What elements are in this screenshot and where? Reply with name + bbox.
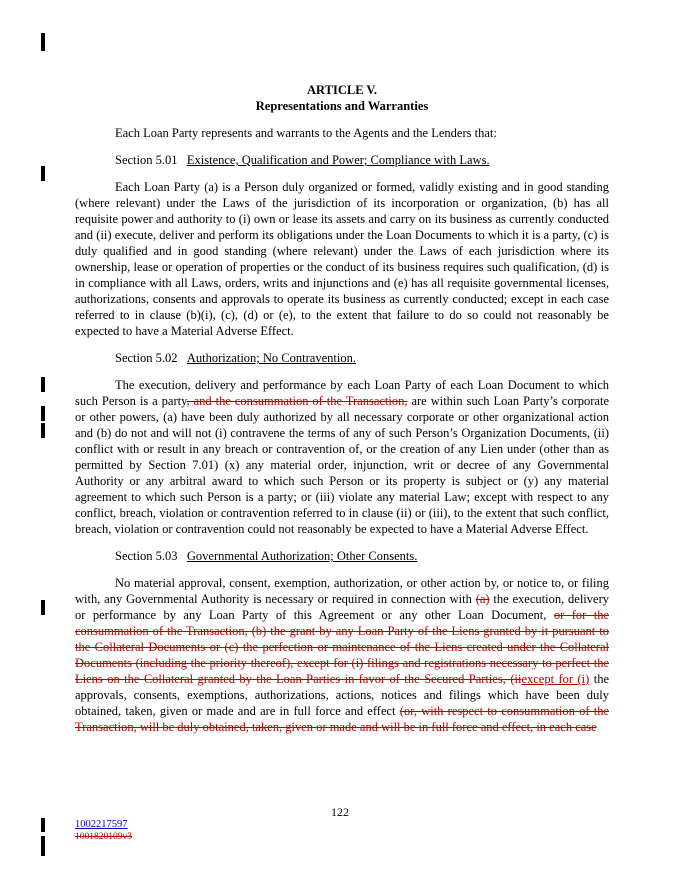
- section-5-03-heading: Section 5.03 Governmental Authorization; Other Consents.: [115, 549, 418, 563]
- change-bar: [41, 423, 45, 438]
- footer: [75, 818, 132, 844]
- page-content: [75, 82, 609, 735]
- section-5-03-body: No material approval, consent, exemption, authorization, or other action by, or notice to, or filing with, any Governmental Authority is necessary or required in connection with (a) the execution, delivery or performance by any Loan Party of this Agreement or any other Loan Document, or for the consummation of the Transaction, (b) the grant by any Loan Party of the Liens granted by it pursuant to the Collateral Documents or (c) the perfection or maintenance of the Liens created under the Collateral Documents (including the priority thereof), except for (i) filings and registrations necessary to perfect the Liens on the Collateral granted by the Loan Parties in favor of the Secured Parties, (iiexcept for (i) the approvals, consents, exemptions, authorizations, actions, notices and filings which have been duly obtained, taken, given or made and are in full force and effect (or, with respect to consummation of the Transaction, will be duly obtained, taken, given or made and will be in full force and effect, in each case: [75, 576, 609, 734]
- section-5-02-heading: Section 5.02 Authorization; No Contravention.: [115, 351, 356, 365]
- section-5-01-heading: Section 5.01 Existence, Qualification and Power; Compliance with Laws.: [115, 153, 490, 167]
- footer-old-doc-id: 1001820109v3: [75, 832, 132, 842]
- change-bar: [41, 406, 45, 421]
- section-5-02: [75, 350, 609, 537]
- section-5-01: [75, 152, 609, 339]
- change-bar: [41, 166, 45, 181]
- footer-doc-id-link[interactable]: 1002217597: [75, 819, 128, 830]
- page-number: 122: [331, 805, 349, 819]
- intro-paragraph: Each Loan Party represents and warrants to the Agents and the Lenders that:: [115, 126, 497, 140]
- section-5-03: [75, 548, 609, 735]
- section-5-01-body: Each Loan Party (a) is a Person duly organized or formed, validly existing and in good standing (where relevant) under the Laws of the jurisdiction of its incorporation or organization, (b) has all requisite power and authority to (i) own or lease its assets and carry on its business as currently conducted and (ii) execute, deliver and perform its obligations under the Loan Documents to which it is a party, (c) is duly qualified and in good standing (where relevant) under the Laws of each jurisdiction where its ownership, lease or operation of properties or the conduct of its business requires such qualification, (d) is in compliance with all Laws, orders, writs and injunctions and (e) has all requisite governmental licenses, authorizations, consents and approvals to operate its business as currently conducted; except in each case referred to in clause (b)(i), (c), (d) or (e), to the extent that failure to do so could not reasonably be expected to have a Material Adverse Effect.: [75, 180, 609, 338]
- change-bar: [41, 600, 45, 615]
- change-bar: [41, 818, 45, 832]
- change-bar: [41, 836, 45, 856]
- article-subtitle: Representations and Warranties: [255, 99, 429, 113]
- article-title: ARTICLE V.: [307, 83, 377, 97]
- change-bar: [41, 33, 45, 51]
- change-bar: [41, 377, 45, 392]
- section-5-02-body: The execution, delivery and performance by each Loan Party of each Loan Document to which such Person is a party, and the consummation of the Transaction, are within such Loan Party’s corporate or other powers, (a) have been duly authorized by all necessary corporate or other organizational action and (b) do not and will not (i) contravene the terms of any of such Person’s Organization Documents, (ii) conflict with or result in any breach or contravention of, or the creation of any Lien under (other than as permitted by Section 7.01) (x) any material order, injunction, writ or decree of any Governmental Authority or any arbitral award to which such Person or its property is subject or (y) any material agreement to which such Person is a party; or (iii) violate any material Law; except with respect to any conflict, breach, violation or contravention referred to in clause (ii) or (iii), to the extent that such conflict, breach, violation or contravention could not reasonably be expected to have a Material Adverse Effect.: [75, 378, 609, 536]
